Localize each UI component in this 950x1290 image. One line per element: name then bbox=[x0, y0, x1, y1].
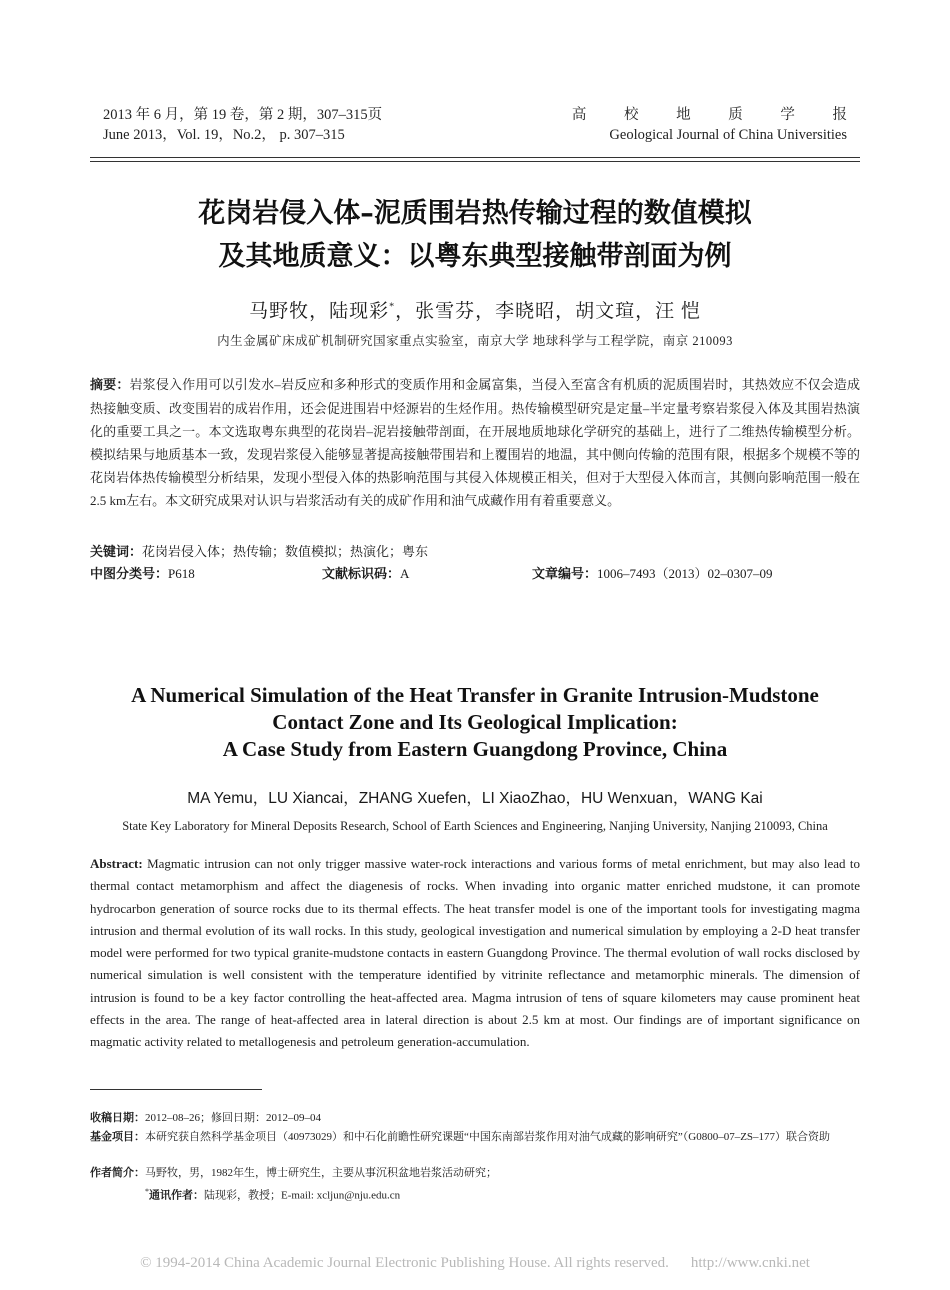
en-authors: MA Yemu，LU Xiancai，ZHANG Xuefen，LI XiaoZhao，HU Wenxuan，WANG Kai bbox=[187, 790, 763, 807]
header-rule bbox=[90, 157, 860, 158]
running-header-left bbox=[103, 105, 382, 145]
cn-keywords-text: 花岗岩侵入体；热传输；数值模拟；热演化；粤东 bbox=[142, 544, 429, 559]
clc-field bbox=[90, 563, 195, 582]
cn-authors-part-1: 马野牧，陆现彩 bbox=[249, 301, 390, 322]
dates-text: 2012–08–26；修回日期：2012–09–04 bbox=[145, 1112, 321, 1124]
footnote-rule bbox=[90, 1089, 262, 1090]
en-title bbox=[60, 682, 890, 763]
author-text: 马野牧，男，1982年生，博士研究生，主要从事沉积盆地岩浆活动研究； bbox=[145, 1167, 497, 1179]
cn-keywords-label: 关键词： bbox=[90, 545, 143, 560]
fund-text: 本研究获自然科学基金项目（40973029）和中石化前瞻性研究课题“中国东南部岩浆作用对油气成藏的影响研究”（G0800–07–ZS–177）联合资助 bbox=[145, 1131, 831, 1143]
doc-code-value: A bbox=[400, 566, 410, 581]
cn-citation: 2013 年 6 月，第 19 卷，第 2 期，307–315页 bbox=[103, 107, 383, 123]
en-title-line-3: A Case Study from Eastern Guangdong Province, China bbox=[222, 737, 728, 761]
cn-title bbox=[60, 192, 890, 278]
journal-name-en: Geological Journal of China Universities bbox=[609, 127, 847, 143]
cn-affiliation: 内生金属矿床成矿机制研究国家重点实验室，南京大学 地球科学与工程学院，南京 210093 bbox=[217, 334, 733, 348]
cn-authors-part-2: ，张雪芬，李晓昭，胡文瑄，汪 恺 bbox=[395, 301, 701, 322]
corr-text: 陆现彩，教授；E-mail: xcljun@nju.edu.cn bbox=[204, 1189, 401, 1202]
article-no-label: 文章编号： bbox=[532, 567, 598, 582]
cn-title-line-1: 花岗岩侵入体–泥质围岩热传输过程的数值模拟 bbox=[198, 198, 752, 229]
en-title-line-1: A Numerical Simulation of the Heat Transfer in Granite Intrusion-Mudstone bbox=[131, 683, 819, 707]
doc-code-label: 文献标识码： bbox=[322, 567, 401, 582]
en-title-line-2: Contact Zone and Its Geological Implication: bbox=[272, 710, 678, 734]
cnki-watermark bbox=[40, 1255, 910, 1272]
doc-code-field bbox=[322, 563, 409, 582]
watermark-url: http://www.cnki.net bbox=[690, 1255, 810, 1271]
header-rule-thin bbox=[90, 161, 860, 162]
clc-value: P618 bbox=[168, 566, 195, 581]
footnote-dates bbox=[90, 1109, 860, 1127]
cn-abstract-text: 岩浆侵入作用可以引发水–岩反应和多种形式的变质作用和金属富集，当侵入至富含有机质的泥质围岩时，其热效应不仅会造成热接触变质、改变围岩的成岩作用，还会促进围岩中烃源岩的生烃作用。热传输模型研究是定量–半定量考察岩浆侵入体及其围岩热演化的重要工具之一。本文选取粤东典型的花岗岩–泥岩接触带剖面，在开展地质地球化学研究的基础上，进行了二维热传输模型分析。模拟结果与地质基本一致，发现岩浆侵入能够显著提高接触带围岩和上覆围岩的地温，其中侧向传输的范围有限，根据多个规模不等的花岗岩体热传输模型分析结果，发现小型侵入体的热影响范围与其侵入体规模正相关，但对于大型侵入体而言，其侧向影响范围一般在2.5 km左右。本文研究成果对认识与岩浆活动有关的成矿作用和油气成藏作用有着重要意义。 bbox=[90, 377, 860, 508]
cn-abstract bbox=[90, 373, 860, 512]
footnote-author bbox=[90, 1164, 860, 1182]
journal-name-cn: 高 校 地 质 学 报 bbox=[571, 107, 864, 123]
corr-mark: * bbox=[145, 1187, 149, 1196]
footnote-corresponding bbox=[145, 1183, 915, 1205]
watermark-text: © 1994-2014 China Academic Journal Electronic Publishing House. All rights reserved. bbox=[140, 1255, 669, 1271]
running-header-right bbox=[571, 105, 864, 145]
corresponding-mark: * bbox=[389, 301, 396, 313]
en-abstract-label: Abstract: bbox=[90, 856, 143, 871]
cn-abstract-label: 摘要： bbox=[90, 378, 130, 393]
clc-label: 中图分类号： bbox=[90, 567, 169, 582]
article-no-value: 1006–7493（2013）02–0307–09 bbox=[597, 566, 773, 581]
cn-keywords bbox=[90, 541, 428, 560]
corr-label: 通讯作者： bbox=[149, 1188, 204, 1202]
footnote-fund bbox=[90, 1128, 860, 1146]
fund-label: 基金项目： bbox=[90, 1130, 145, 1143]
en-abstract bbox=[90, 853, 860, 1054]
dates-label: 收稿日期： bbox=[90, 1111, 145, 1124]
article-no-field bbox=[532, 563, 773, 582]
en-affiliation: State Key Laboratory for Mineral Deposits Research, School of Earth Sciences and Engineering, Nanjing University, Nanjing 210093, China bbox=[122, 819, 828, 833]
cn-authors bbox=[60, 296, 890, 323]
author-label: 作者简介： bbox=[90, 1166, 145, 1179]
en-citation: June 2013，Vol. 19，No.2， p. 307–315 bbox=[103, 127, 345, 143]
cn-title-line-2: 及其地质意义：以粤东典型接触带剖面为例 bbox=[218, 241, 732, 272]
en-abstract-text: Magmatic intrusion can not only trigger massive water-rock interactions and various forms of metal enrichment, but may also lead to thermal contact metamorphism and affect the diagenesis of rocks. When invading into organic matter enriched mudstone, it can promote hydrocarbon generation of source rocks due to its thermal effects. The heat transfer model is one of the important tools for investigating magma intrusion and thermal evolution of its wall rocks. In this study, geological investigation and numerical simulation by employing a 2-D heat transfer model were performed for two typical granite-mudstone contacts in eastern Guangdong Province. The thermal evolution of wall rocks disclosed by numerical simulation is well consistent with the temperature identified by vitrinite reflectance and metamorphic minerals. The dimension of intrusion is found to be a key factor controlling the heat-affected area. Magma intrusion of tens of square kilometers may cause prominent heat effects in the area. The range of heat-affected area in lateral direction is about 2.5 km at most. Our findings are of important significance on magmatic activity related to metallogenesis and petroleum generation-accumulation. bbox=[90, 856, 860, 1050]
